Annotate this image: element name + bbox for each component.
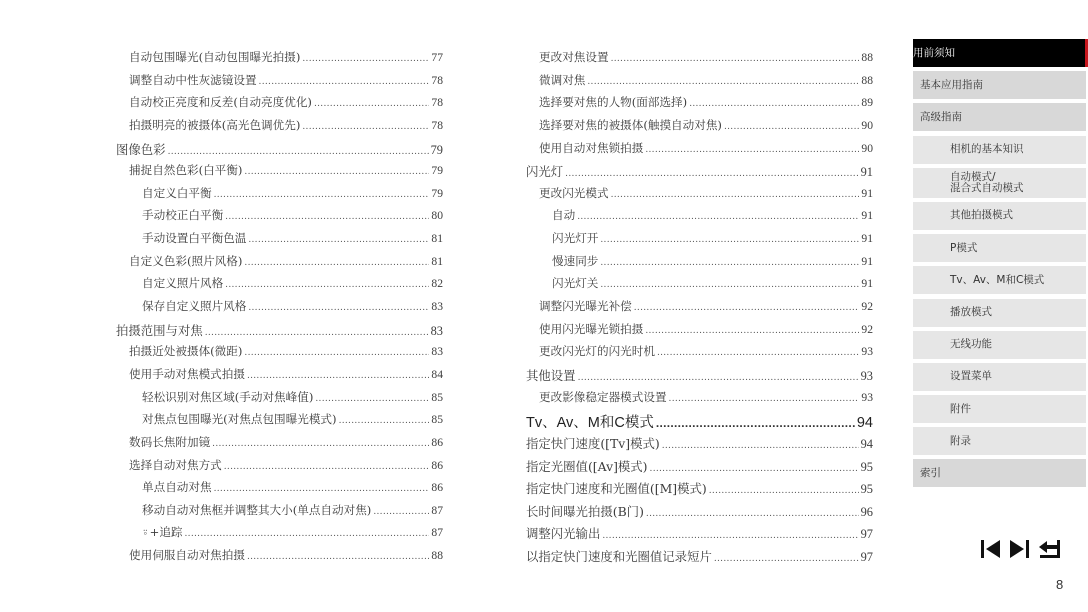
toc-entry-title: 自定义照片风格 — [142, 276, 224, 291]
toc-entry[interactable] — [116, 389, 443, 412]
toc-page-number: 93 — [860, 368, 873, 383]
nav-item[interactable] — [913, 39, 1088, 67]
toc-entry[interactable] — [526, 479, 873, 502]
toc-leader-dots — [587, 77, 859, 87]
toc-page-number: 87 — [431, 503, 443, 517]
toc-page-number: 91 — [861, 254, 873, 268]
toc-entry-title: 长时间曝光拍摄(B门) — [526, 503, 644, 519]
toc-leader-dots — [600, 258, 859, 268]
toc-entry-title: 指定光圈值([Av]模式) — [526, 458, 648, 474]
toc-entry-title: 自定义白平衡 — [142, 185, 212, 200]
toc-page-number: 97 — [860, 527, 873, 542]
toc-entry[interactable] — [526, 49, 873, 72]
toc-entry[interactable] — [116, 343, 443, 366]
nav-item-label: Tv、Av、M和C模式 — [950, 273, 1045, 286]
toc-leader-dots — [565, 169, 858, 179]
toc-entry[interactable] — [526, 185, 873, 208]
toc-page-number: 95 — [860, 482, 873, 497]
toc-entry-title: 指定快门速度和光圈值([M]模式) — [526, 481, 707, 497]
toc-entry[interactable] — [526, 72, 873, 95]
toc-page-number: 88 — [861, 73, 873, 87]
toc-page-number: 91 — [861, 209, 873, 223]
toc-entry[interactable] — [116, 524, 443, 547]
toc-entry-title: 闪光灯开 — [552, 231, 599, 246]
toc-leader-dots — [662, 441, 859, 451]
nav-item-label: 相机的基本知识 — [950, 143, 1024, 156]
toc-entry[interactable] — [526, 162, 873, 185]
toc-entry[interactable] — [116, 275, 443, 298]
page-number: 8 — [1056, 577, 1064, 592]
toc-leader-dots — [259, 77, 430, 87]
toc-page-number: 78 — [431, 73, 443, 87]
toc-entry-title: 选择要对焦的人物(面部选择) — [539, 95, 688, 110]
nav-item[interactable] — [913, 299, 1086, 327]
nav-item-label: 其他拍摄模式 — [950, 209, 1013, 222]
toc-page-number: 86 — [431, 435, 443, 449]
toc-page-number: 85 — [431, 413, 443, 427]
toc-leader-dots — [645, 145, 859, 155]
toc-leader-dots — [689, 99, 859, 109]
nav-item[interactable] — [913, 427, 1086, 455]
return-icon[interactable] — [1037, 538, 1061, 560]
toc-page-number: 95 — [860, 459, 873, 474]
nav-item-label: 播放模式 — [950, 306, 992, 318]
toc-entry-title: 自定义色彩(照片风格) — [129, 253, 243, 268]
toc-entry[interactable] — [526, 457, 873, 480]
toc-entry-title: 更改闪光模式 — [539, 185, 609, 200]
toc-entry-title: 调整自动中性灰滤镜设置 — [129, 72, 257, 87]
toc-entry[interactable] — [526, 366, 873, 389]
toc-entry-title: 使用闪光曝光锁拍摄 — [539, 321, 644, 336]
toc-entry[interactable] — [116, 207, 443, 230]
toc-leader-dots — [248, 303, 429, 313]
toc-entry[interactable] — [526, 117, 873, 140]
toc-entry-title: 闪光灯 — [526, 164, 564, 180]
toc-page-number: 93 — [861, 390, 873, 404]
nav-item[interactable] — [913, 363, 1086, 391]
toc-page-number: 77 — [431, 51, 443, 64]
toc-entry[interactable] — [526, 389, 873, 412]
nav-item-label: 附录 — [950, 434, 971, 447]
toc-entry[interactable] — [526, 547, 873, 570]
nav-item-label: 自动模式/ 混合式自动模式 — [950, 170, 1024, 194]
nav-item-label: 附件 — [950, 402, 971, 415]
toc-leader-dots — [302, 122, 429, 132]
toc-entry-title: 拍摄范围与对焦 — [116, 322, 203, 338]
nav-item-label: 无线功能 — [950, 338, 992, 351]
nav-item-label: 高级指南 — [920, 110, 962, 123]
nav-item[interactable] — [913, 71, 1086, 99]
toc-leader-dots — [168, 147, 429, 157]
toc-leader-dots — [600, 235, 859, 245]
toc-leader-dots — [600, 280, 859, 290]
toc-entry-title: 自动 — [552, 208, 576, 223]
toc-entry-title: 闪光灯关 — [552, 276, 599, 291]
toc-leader-dots — [657, 348, 859, 358]
toc-page-number: 83 — [431, 345, 443, 359]
toc-leader-dots — [645, 326, 859, 336]
toc-leader-dots — [224, 462, 430, 472]
toc-left-column — [116, 49, 443, 570]
toc-entry[interactable] — [526, 94, 873, 117]
toc-leader-dots — [634, 303, 860, 313]
toc-leader-dots — [244, 348, 429, 358]
toc-page-number: 80 — [431, 209, 443, 223]
toc-entry[interactable] — [116, 94, 443, 117]
next-page-icon[interactable] — [1009, 538, 1029, 560]
toc-entry[interactable] — [116, 479, 443, 502]
toc-leader-dots — [214, 190, 430, 200]
toc-page-number: 84 — [431, 367, 443, 381]
toc-page-number: 90 — [861, 118, 873, 132]
toc-page-number: 82 — [431, 277, 443, 291]
toc-page-number: 86 — [431, 458, 443, 472]
toc-entry-title: 微调对焦 — [539, 72, 586, 87]
toc-leader-dots — [247, 371, 429, 381]
nav-item[interactable] — [913, 168, 1086, 198]
toc-entry-title: 对焦点包围曝光(对焦点包围曝光模式) — [142, 412, 337, 427]
nav-item-label: 基本应用指南 — [920, 78, 983, 91]
toc-entry-title: 手动校正白平衡 — [142, 208, 224, 223]
toc-page-number: 94 — [856, 415, 873, 432]
toc-entry-title: 更改闪光灯的闪光时机 — [539, 344, 655, 359]
toc-entry[interactable] — [526, 230, 873, 253]
toc-leader-dots — [212, 439, 429, 449]
toc-page-number: 81 — [431, 254, 443, 268]
toc-page-number: 83 — [430, 323, 443, 338]
face-tracking-icon: ⍤ — [142, 526, 149, 540]
toc-leader-dots — [602, 531, 858, 541]
toc-page-number: 91 — [860, 165, 873, 180]
nav-item[interactable] — [913, 103, 1086, 131]
toc-leader-dots — [247, 552, 429, 562]
nav-item[interactable] — [913, 136, 1086, 164]
toc-entry[interactable] — [116, 457, 443, 480]
toc-entry[interactable] — [526, 275, 873, 298]
chapter-navigation — [913, 39, 1088, 492]
nav-item[interactable] — [913, 395, 1086, 423]
toc-entry-title: 保存自定义照片风格 — [142, 299, 247, 314]
toc-entry[interactable] — [116, 230, 443, 253]
nav-item[interactable] — [913, 459, 1086, 487]
toc-entry[interactable] — [526, 411, 873, 434]
toc-entry[interactable] — [116, 49, 443, 72]
toc-entry[interactable] — [116, 117, 443, 140]
toc-entry-title: 使用手动对焦模式拍摄 — [129, 366, 245, 381]
toc-leader-dots — [302, 54, 429, 64]
toc-leader-dots — [225, 280, 429, 290]
previous-page-icon[interactable] — [981, 538, 1001, 560]
nav-item[interactable] — [913, 266, 1086, 294]
toc-entry-title: 拍摄明亮的被摄体(高光色调优先) — [129, 117, 301, 132]
toc-page-number: 78 — [431, 118, 443, 132]
toc-page-number: 78 — [431, 96, 443, 110]
toc-page-number: 79 — [430, 142, 443, 157]
toc-entry-title: 数码长焦附加镜 — [129, 434, 211, 449]
toc-entry-title: Tv、Av、M和C模式 — [526, 415, 654, 432]
toc-leader-dots — [225, 212, 429, 222]
toc-entry-title: 手动设置白平衡色温 — [142, 231, 247, 246]
toc-leader-dots — [709, 486, 859, 496]
nav-item-label: 设置菜单 — [950, 370, 992, 383]
nav-item-label: P模式 — [950, 241, 978, 254]
toc-right-column — [526, 49, 873, 570]
toc-entry[interactable] — [116, 253, 443, 276]
page-navigation — [981, 538, 1061, 560]
nav-item[interactable] — [913, 234, 1086, 262]
toc-leader-dots — [315, 394, 429, 404]
toc-entry-title: 更改影像稳定器模式设置 — [539, 389, 667, 404]
toc-leader-dots — [724, 122, 859, 132]
toc-page-number: 91 — [861, 232, 873, 246]
toc-entry[interactable] — [116, 162, 443, 185]
toc-entry[interactable] — [116, 366, 443, 389]
toc-page-number: 81 — [431, 232, 443, 246]
toc-entry-title: 轻松识别对焦区域(手动对焦峰值) — [142, 389, 314, 404]
toc-entry[interactable] — [526, 343, 873, 366]
toc-leader-dots — [656, 416, 855, 430]
toc-entry-title: 自动包围曝光(自动包围曝光拍摄) — [129, 50, 301, 64]
toc-entry[interactable] — [116, 72, 443, 95]
toc-entry[interactable] — [526, 207, 873, 230]
toc-entry[interactable] — [526, 502, 873, 525]
toc-page-number: 79 — [431, 164, 443, 178]
toc-entry-title: 慢速同步 — [552, 253, 599, 268]
toc-leader-dots — [244, 167, 429, 177]
toc-page-number: 89 — [861, 96, 873, 110]
toc-leader-dots — [646, 509, 859, 519]
toc-entry-title: 拍摄近处被摄体(微距) — [129, 344, 243, 359]
toc-entry-title: 使用自动对焦锁拍摄 — [539, 140, 644, 155]
toc-page-number: 93 — [861, 345, 873, 359]
toc-entry-title: 指定快门速度([Tv]模式) — [526, 435, 660, 451]
toc-entry[interactable] — [116, 140, 443, 163]
toc-entry-title: 其他设置 — [526, 367, 576, 383]
nav-item-label: 索引 — [920, 466, 941, 479]
toc-leader-dots — [185, 529, 430, 539]
toc-entry-title: 以指定快门速度和光圈值记录短片 — [526, 549, 712, 565]
toc-page-number: 85 — [431, 390, 443, 404]
toc-entry[interactable] — [116, 411, 443, 434]
toc-entry-title: 捕捉自然色彩(白平衡) — [129, 163, 243, 178]
toc-entry[interactable] — [526, 253, 873, 276]
toc-leader-dots — [714, 554, 859, 564]
toc-entry-title: 选择自动对焦方式 — [129, 457, 222, 472]
toc-page-number: 88 — [431, 549, 443, 563]
toc-entry[interactable] — [116, 298, 443, 321]
toc-entry[interactable] — [526, 140, 873, 163]
toc-leader-dots — [611, 54, 860, 64]
toc-leader-dots — [214, 484, 430, 494]
toc-leader-dots — [248, 235, 429, 245]
toc-entry-title: 选择要对焦的被摄体(触摸自动对焦) — [539, 117, 722, 132]
toc-entry-title: 调整闪光曝光补偿 — [539, 299, 632, 314]
toc-entry-title: 单点自动对焦 — [142, 480, 212, 495]
toc-entry-title: 更改对焦设置 — [539, 50, 609, 64]
toc-page-number: 91 — [861, 186, 873, 200]
toc-leader-dots — [339, 416, 430, 426]
toc-page-number: 91 — [861, 277, 873, 291]
toc-page-number: 92 — [861, 322, 873, 336]
toc-entry[interactable] — [116, 502, 443, 525]
toc-entry[interactable] — [526, 434, 873, 457]
toc-entry-title: 图像色彩 — [116, 141, 166, 157]
toc-entry-title: 使用伺服自动对焦拍摄 — [129, 548, 245, 563]
toc-page-number: 94 — [860, 436, 873, 451]
toc-page-number: 86 — [431, 481, 443, 495]
toc-page-number: 88 — [861, 51, 873, 64]
toc-page-number: 87 — [431, 526, 443, 540]
toc-entry[interactable] — [116, 321, 443, 344]
toc-entry[interactable] — [526, 524, 873, 547]
toc-entry-title: 自动校正亮度和反差(自动亮度优化) — [129, 95, 312, 110]
toc-entry-title: ⍤+追踪 — [142, 525, 183, 540]
nav-item-label: 用前须知 — [913, 46, 955, 59]
toc-leader-dots — [650, 464, 859, 474]
toc-leader-dots — [669, 394, 860, 404]
toc-page-number: 83 — [431, 300, 443, 314]
toc-page-number: 92 — [861, 300, 873, 314]
toc-entry-title: 移动自动对焦框并调整其大小(单点自动对焦) — [142, 502, 372, 517]
toc-entry[interactable] — [116, 185, 443, 208]
toc-entry[interactable] — [526, 298, 873, 321]
toc-page-number: 79 — [431, 186, 443, 200]
toc-leader-dots — [244, 258, 429, 268]
toc-leader-dots — [577, 212, 859, 222]
toc-page-number: 90 — [861, 141, 873, 155]
toc-entry[interactable] — [116, 434, 443, 457]
toc-leader-dots — [611, 190, 860, 200]
toc-entry[interactable] — [526, 321, 873, 344]
toc-entry-title: 调整闪光输出 — [526, 526, 601, 542]
toc-leader-dots — [578, 373, 859, 383]
toc-page-number: 97 — [860, 550, 873, 565]
toc-leader-dots — [314, 99, 429, 109]
toc-page-number: 96 — [860, 504, 873, 519]
nav-item[interactable] — [913, 202, 1086, 230]
nav-item[interactable] — [913, 331, 1086, 359]
toc-leader-dots — [373, 507, 429, 517]
toc-entry[interactable] — [116, 547, 443, 570]
toc-leader-dots — [205, 328, 429, 338]
